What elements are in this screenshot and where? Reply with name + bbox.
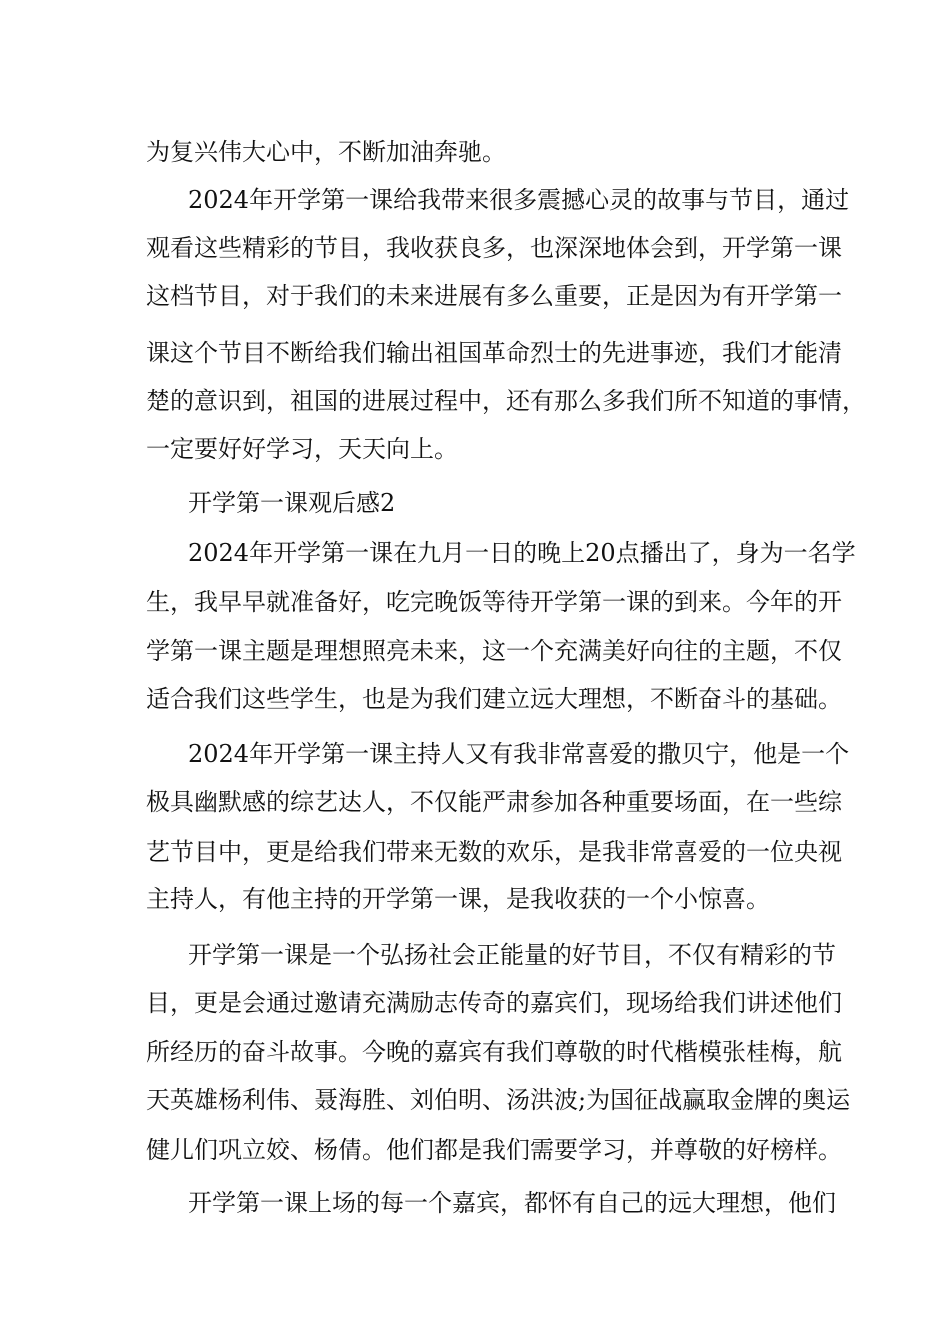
- text-line: 生，我早早就准备好，吃完晚饭等待开学第一课的到来。今年的开: [146, 588, 842, 616]
- text-line: 这档节目，对于我们的未来进展有多么重要，正是因为有开学第一: [146, 282, 842, 310]
- text-line: 主持人，有他主持的开学第一课，是我收获的一个小惊喜。: [146, 885, 770, 913]
- text-line: 课这个节目不断给我们输出祖国革命烈士的先进事迹，我们才能清: [146, 339, 842, 367]
- text-line: 观看这些精彩的节目，我收获良多，也深深地体会到，开学第一课: [146, 234, 842, 262]
- text-line: 所经历的奋斗故事。今晚的嘉宾有我们尊敬的时代楷模张桂梅，航: [146, 1038, 842, 1066]
- text-line: 健儿们巩立姣、杨倩。他们都是我们需要学习，并尊敬的好榜样。: [146, 1136, 842, 1164]
- text-line: 2024年开学第一课在九月一日的晚上20点播出了，身为一名学: [188, 539, 856, 567]
- text-line: 为复兴伟大心中，不断加油奔驰。: [146, 138, 506, 166]
- text-line: 2024年开学第一课主持人又有我非常喜爱的撒贝宁，他是一个: [188, 740, 850, 768]
- text-line: 一定要好好学习，天天向上。: [146, 435, 458, 463]
- section-heading: 开学第一课观后感2: [188, 489, 396, 517]
- text-line: 目，更是会通过邀请充满励志传奇的嘉宾们，现场给我们讲述他们: [146, 989, 842, 1017]
- text-line: 极具幽默感的综艺达人，不仅能严肃参加各种重要场面，在一些综: [146, 788, 842, 816]
- text-line: 艺节目中，更是给我们带来无数的欢乐，是我非常喜爱的一位央视: [146, 838, 842, 866]
- text-line: 开学第一课是一个弘扬社会正能量的好节目，不仅有精彩的节: [188, 941, 836, 969]
- text-line: 学第一课主题是理想照亮未来，这一个充满美好向往的主题，不仅: [146, 637, 842, 665]
- text-line: 适合我们这些学生，也是为我们建立远大理想，不断奋斗的基础。: [146, 685, 842, 713]
- text-line: 开学第一课上场的每一个嘉宾，都怀有自己的远大理想，他们: [188, 1189, 836, 1217]
- text-line: 楚的意识到，祖国的进展过程中，还有那么多我们所不知道的事情，: [146, 387, 866, 415]
- text-line: 2024年开学第一课给我带来很多震撼心灵的故事与节目，通过: [188, 186, 850, 214]
- text-line: 天英雄杨利伟、聂海胜、刘伯明、汤洪波;为国征战赢取金牌的奥运: [146, 1086, 851, 1114]
